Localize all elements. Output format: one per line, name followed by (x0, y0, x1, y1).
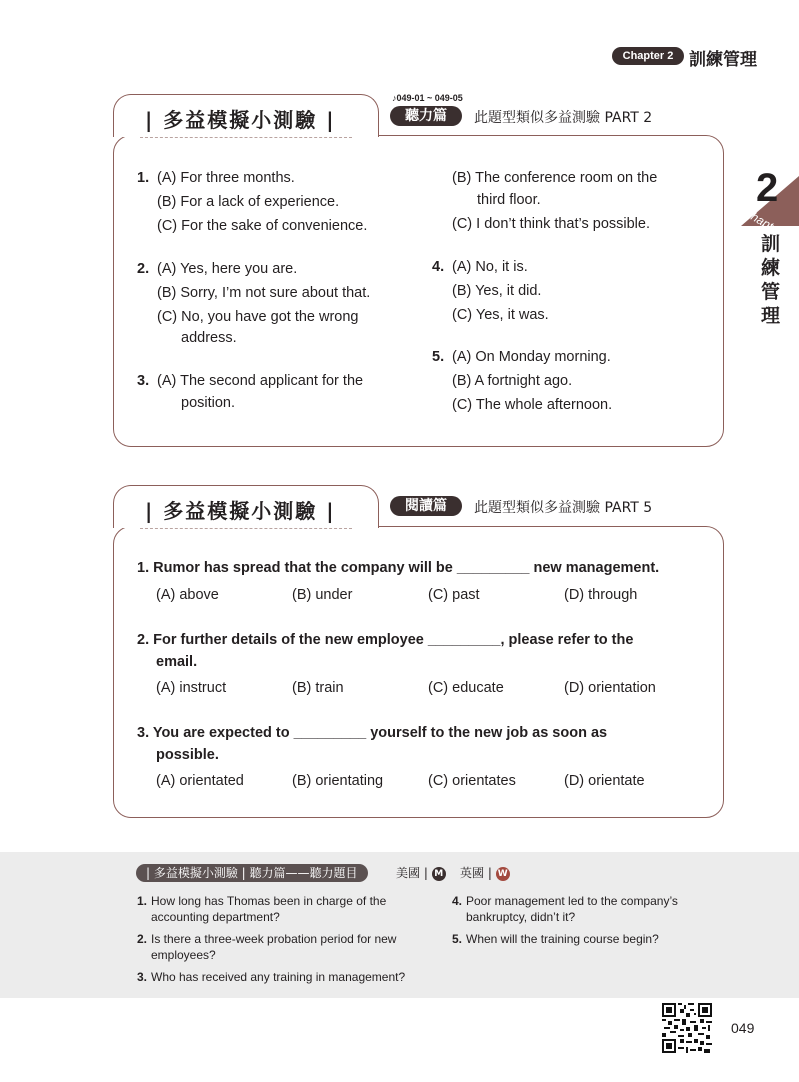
r-q1-option-d: (D) through (564, 587, 638, 603)
l-q5-number: 5. (432, 349, 445, 365)
script-q4-text-cont: bankruptcy, didn’t it? (466, 910, 576, 924)
r-q1-text: 1. Rumor has spread that the company will be _________ new management. (137, 560, 660, 576)
uk-speaker-label (460, 864, 510, 882)
r-q2-option-b: (B) train (292, 680, 344, 696)
script-q2-text-cont: employees? (151, 948, 216, 962)
r-q1-option-b: (B) under (292, 587, 353, 603)
reading-badge: 閱讀篇 (390, 496, 462, 516)
l-q3-option-c: (C) I don’t think that’s possible. (452, 216, 650, 232)
r-q2-option-c: (C) educate (428, 680, 504, 696)
l-q5-option-c: (C) The whole afternoon. (452, 397, 613, 413)
script-q1-number: 1. (137, 894, 148, 908)
script-q2-number: 2. (137, 932, 148, 946)
script-q4-text: Poor management led to the company’s (466, 894, 678, 908)
l-q1-option-c: (C) For the sake of convenience. (157, 218, 368, 234)
r-q2-text-cont: email. (156, 654, 198, 670)
male-speaker-icon: M (432, 867, 446, 881)
reading-tab-title: | 多益模擬小測驗 | (145, 499, 336, 523)
female-speaker-icon: W (496, 867, 510, 881)
l-q4-option-b: (B) Yes, it did. (452, 283, 542, 299)
r-q1-option-c: (C) past (428, 587, 480, 603)
l-q4-option-a: (A) No, it is. (452, 259, 528, 275)
l-q5-option-a: (A) On Monday morning. (452, 349, 611, 365)
l-q2-option-c: (C) No, you have got the wrong (157, 309, 359, 325)
l-q3-option-a: (A) The second applicant for the (157, 373, 364, 389)
script-q3-number: 3. (137, 970, 148, 984)
l-q3-option-b-cont: third floor. (477, 192, 541, 208)
side-tab-title: 訓練管理 (761, 233, 781, 327)
r-q3-option-a: (A) orientated (156, 773, 244, 789)
l-q2-option-c-cont: address. (181, 330, 237, 346)
r-q1-option-a: (A) above (156, 587, 219, 603)
r-q3-option-c: (C) orientates (428, 773, 516, 789)
l-q4-option-c: (C) Yes, it was. (452, 307, 549, 323)
listening-description: 此題型類似多益測驗 PART 2 (474, 110, 653, 126)
script-panel-badge: | 多益模擬小測驗 | 聽力篇——聽力題目 (136, 864, 368, 882)
script-q5-number: 5. (452, 932, 463, 946)
script-q5-text: When will the training course begin? (466, 932, 659, 946)
l-q1-number: 1. (137, 170, 150, 186)
script-q1-text-cont: accounting department? (151, 910, 280, 924)
script-q1-text: How long has Thomas been in charge of the (151, 894, 387, 908)
script-q3-text: Who has received any training in management? (151, 970, 406, 984)
l-q2-number: 2. (137, 261, 150, 277)
r-q3-option-b: (B) orientating (292, 773, 384, 789)
l-q2-option-b: (B) Sorry, I’m not sure about that. (157, 285, 371, 301)
side-tab-chapter-word: Chapter (741, 205, 785, 239)
side-tab-number: 2 (756, 166, 779, 210)
tab-divider (140, 137, 352, 138)
audio-track-label: ♪049-01 ~ 049-05 (392, 93, 463, 103)
l-q3-option-b: (B) The conference room on the (452, 170, 658, 186)
chapter-label: Chapter 2 (612, 47, 684, 65)
script-q2-text: Is there a three-week probation period for new (151, 932, 397, 946)
r-q3-text: 3. You are expected to _________ yourself to the new job as soon as (137, 725, 608, 741)
us-label: 美國 | (396, 866, 428, 880)
listening-badge: 聽力篇 (390, 106, 462, 126)
l-q5-option-b: (B) A fortnight ago. (452, 373, 573, 389)
listening-tab-title: | 多益模擬小測驗 | (145, 108, 336, 132)
uk-label: 英國 | (460, 866, 492, 880)
script-q4-number: 4. (452, 894, 463, 908)
qr-code-icon[interactable] (662, 1003, 712, 1053)
reading-description: 此題型類似多益測驗 PART 5 (474, 500, 653, 516)
l-q3-number: 3. (137, 373, 150, 389)
r-q2-text: 2. For further details of the new employee _________, please refer to the (137, 632, 634, 648)
l-q1-option-b: (B) For a lack of experience. (157, 194, 340, 210)
r-q2-option-a: (A) instruct (156, 680, 227, 696)
l-q4-number: 4. (432, 259, 445, 275)
r-q2-option-d: (D) orientation (564, 680, 656, 696)
l-q2-option-a: (A) Yes, here you are. (157, 261, 298, 277)
l-q3-option-a-cont: position. (181, 395, 236, 411)
r-q3-text-cont: possible. (156, 747, 219, 763)
us-speaker-label (396, 864, 446, 882)
chapter-title: 訓練管理 (689, 50, 757, 70)
r-q3-option-d: (D) orientate (564, 773, 645, 789)
l-q1-option-a: (A) For three months. (157, 170, 295, 186)
page-number: 049 (731, 1020, 755, 1036)
tab-divider (140, 528, 352, 529)
